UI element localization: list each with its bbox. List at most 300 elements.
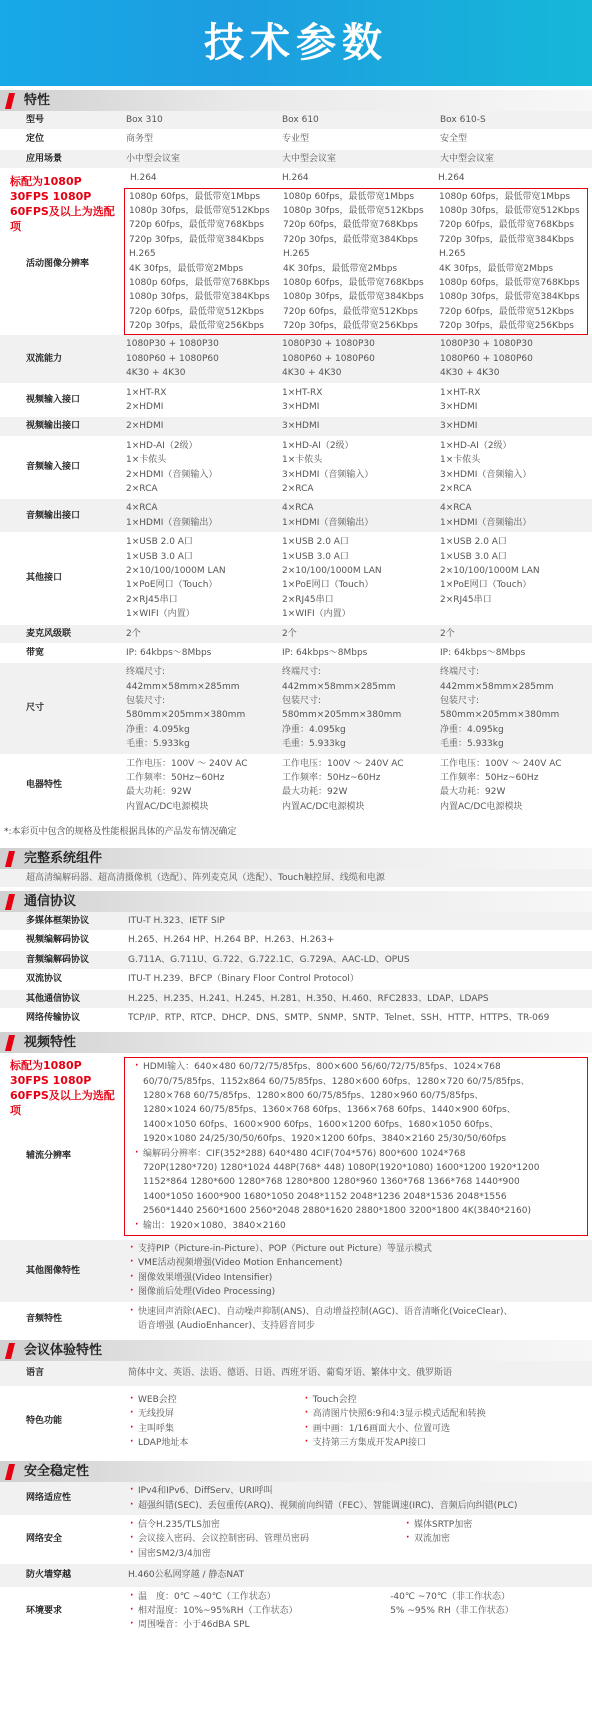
env-col-left (128, 1590, 390, 1633)
row-label: 定位 (26, 134, 45, 145)
aux-line: 1920×1080 24/25/30/50/60fps、1920×1200 60fps、3840×2160 25/30/50/60fps (143, 1134, 507, 1145)
net-security-row (0, 1516, 592, 1564)
spec-row (0, 335, 592, 383)
cell-line: 580mm×205mm×380mm (126, 710, 246, 721)
res-head-3: H.264 (438, 173, 465, 184)
aux-line: · HDMI输入：640×480 60/72/75/85fps、800×600 56/60/72/75/85fps、1024×768 (133, 1060, 581, 1074)
row-label: 网络传输协议 (26, 1012, 81, 1023)
resolution-label: 活动图像分辨率 (26, 258, 90, 269)
res-line: 1080p 60fps，最低带宽1Mbps (283, 191, 415, 202)
list-item: · 会议接入密码、会议控制密码、管理员密码 (128, 1532, 404, 1546)
aux-resolution-label: 辅流分辨率 (26, 1150, 72, 1161)
cell-line: 1080P60 + 1080P60 (440, 353, 533, 364)
res-col-1 (125, 189, 281, 335)
row-label: 音频输出接口 (26, 510, 81, 521)
aux-resolution-box (124, 1057, 588, 1236)
row-label: 双流协议 (26, 974, 63, 985)
row-label: 应用场景 (26, 153, 63, 164)
row-label: 防火墙穿越 (26, 1570, 72, 1581)
res-line: 1080p 30fps，最低带宽384Kbps (283, 292, 424, 303)
aux-line: 60/70/75/85fps、1152x864 60/75/85fps、1280×600 60fps、1280×720 60/75/85fps、 (143, 1076, 530, 1087)
cell-2 (280, 755, 436, 817)
cell-line: 2×HDMI (126, 402, 164, 413)
section-security (0, 1461, 592, 1482)
cell-line: 工作电压：100V ～ 240V AC (126, 758, 248, 769)
row-value: H.460公私网穿越 / 静态NAT (128, 1570, 245, 1581)
section-video (0, 1032, 592, 1053)
row-label: 视频输入接口 (26, 394, 81, 405)
cell-line: Box 310 (126, 115, 163, 125)
cell-line: 毛重：5.933kg (440, 739, 504, 750)
cell-2 (280, 130, 436, 148)
section-system (0, 848, 592, 869)
cell-line: 工作电压：100V ～ 240V AC (440, 758, 562, 769)
aux-line: · 输出：1920×1080、3840×2160 (133, 1219, 581, 1233)
res-line: 1080p 30fps，最低带宽512Kbps (129, 205, 270, 216)
security-col-right (404, 1518, 588, 1561)
row-label: 音频特性 (26, 1313, 63, 1324)
cell-line: 专业型 (282, 134, 310, 145)
cell-1 (124, 111, 280, 129)
cell-3 (436, 499, 592, 532)
cell-line: 内置AC/DC电源模块 (126, 801, 209, 812)
cell-line: 3×HDMI (282, 421, 320, 432)
cell-3 (436, 111, 592, 129)
firewall-row (0, 1564, 592, 1587)
feature-col-left (128, 1393, 303, 1451)
res-line: 1080p 30fps，最低带宽384Kbps (129, 292, 270, 303)
res-line: 720p 60fps，最低带宽512Kbps (283, 306, 418, 317)
aux-line: 1152*864 1280*600 1280*768 1280*800 1280*960 1360*768 1366*768 1440*900 (143, 1177, 520, 1188)
resolution-left (0, 169, 124, 335)
aux-line: 720P(1280*720) 1280*1024 448P(768* 448) 1080P(1920*1080) 1600*1200 1920*1200 (143, 1163, 540, 1174)
cell-1 (124, 437, 280, 499)
cell-line: 1×USB 2.0 A口 (126, 537, 193, 548)
list-item: · 高清图片快照6:9和4:3显示模式适配和转换 (303, 1407, 588, 1421)
resolution-head (124, 169, 592, 187)
res-line: 720p 60fps，最低带宽512Kbps (129, 306, 264, 317)
cell-line: 大中型会议室 (440, 153, 495, 164)
row-value: ITU-T H.239、BFCP（Binary Floor Control Protocol） (128, 974, 359, 985)
list-item: · 画中画：1/16画面大小、位置可选 (303, 1422, 588, 1436)
res-line: 720p 30fps，最低带宽256Kbps (283, 321, 418, 332)
cell-line: 工作频率：50Hz~60Hz (282, 773, 381, 784)
cell-line: 1×卡侬头 (126, 455, 167, 466)
cell-line: 2×10/100/1000M LAN (282, 565, 382, 576)
spec-row (0, 130, 592, 149)
list-item: · 主叫呼集 (128, 1422, 303, 1436)
standard-note: 标配为1080P 30FPS 1080P 60FPS及以上为选配项 (10, 175, 115, 233)
cell-line: 1×HDMI（音频输出） (282, 517, 374, 528)
banner-title: 技术参数 (204, 20, 388, 66)
cell-line: 3×HDMI（音频输入） (282, 469, 374, 480)
cell-1 (124, 499, 280, 532)
list-item: · WEB会控 (128, 1393, 303, 1407)
cell-line: 442mm×58mm×285mm (282, 681, 396, 692)
cell-line: 安全型 (440, 134, 468, 145)
res-line: 1080p 30fps，最低带宽512Kbps (439, 205, 580, 216)
cell-line: 3×HDMI (440, 421, 478, 432)
cell-3 (436, 755, 592, 817)
row-label: 其他图像特性 (26, 1265, 81, 1276)
row-label: 视频输出接口 (26, 421, 81, 432)
protocol-row (0, 1009, 592, 1028)
cell-line: 包装尺寸: (282, 696, 322, 707)
res-col-3 (437, 189, 587, 335)
aux-resolution-row (0, 1053, 592, 1236)
cell-line: 1×USB 3.0 A口 (282, 551, 349, 562)
cell-line: 工作电压：100V ～ 240V AC (282, 758, 404, 769)
list-item: · 国密SM2/3/4加密 (128, 1547, 404, 1561)
row-label: 特色功能 (26, 1416, 63, 1427)
section-title: 会议体验特性 (24, 1343, 103, 1359)
row-value (124, 1588, 592, 1635)
list-item: · LDAP地址本 (128, 1436, 303, 1450)
cell-line: 1080P30 + 1080P30 (126, 339, 219, 350)
cell-line: 1080P60 + 1080P60 (282, 353, 375, 364)
list-item: · 双流加密 (404, 1532, 588, 1546)
cell-2 (280, 625, 436, 643)
cell-1 (124, 335, 280, 382)
cell-2 (280, 111, 436, 129)
cell-3 (436, 150, 592, 168)
res-line: H.265 (439, 249, 466, 260)
row-value: H.225、H.235、H.241、H.245、H.281、H.350、H.460、RFC2833、LDAP、LDAPS (128, 993, 489, 1004)
cell-line: 1×USB 3.0 A口 (126, 551, 193, 562)
res-line: 1080p 60fps，最低带宽768Kbps (129, 277, 270, 288)
cell-line: 1080P60 + 1080P60 (126, 353, 219, 364)
cell-line: 净重：4.095kg (126, 724, 190, 735)
cell-line: Box 610 (282, 115, 319, 125)
spec-note: *:本彩页中包含的规格及性能根据具体的产品发布情况确定 (4, 827, 237, 838)
list-item: · 支持PIP（Picture-in-Picture）、POP（Picture out Picture）等显示模式 (128, 1242, 588, 1256)
cell-3 (436, 533, 592, 623)
list-item: 语音增强 (AudioEnhancer)、支持唇音同步 (138, 1320, 315, 1331)
row-value (124, 1303, 592, 1336)
res-line: 4K 30fps，最低带宽2Mbps (283, 263, 398, 274)
protocol-table (0, 912, 592, 1028)
cell-line: 2×10/100/1000M LAN (440, 565, 540, 576)
row-label: 多媒体框架协议 (26, 915, 90, 926)
cell-line: 4K30 + 4K30 (126, 368, 186, 379)
list-item: · VME活动视频增强(Video Motion Enhancement) (128, 1256, 588, 1270)
cell-line: 1080P30 + 1080P30 (440, 339, 533, 350)
list-item: · 快速回声消除(AEC)、自动噪声抑制(ANS)、自动增益控制(AGC)、语音清晰化(VoiceClear)、 (128, 1305, 588, 1319)
cell-1 (124, 417, 280, 435)
section-title: 视频特性 (24, 1035, 77, 1051)
language-row (0, 1361, 592, 1386)
cell-line: 3×HDMI (282, 402, 320, 413)
list-item: · 温 度：0℃ ~40℃（工作状态） (128, 1590, 390, 1604)
cell-line: 4K30 + 4K30 (440, 368, 500, 379)
cell-line: 2×10/100/1000M LAN (126, 565, 226, 576)
cell-line: 1×PoE网口（Touch） (440, 580, 532, 591)
res-line: 1080p 60fps，最低带宽768Kbps (439, 277, 580, 288)
cell-line: 1×HDMI（音频输出） (126, 517, 218, 528)
features-table-bottom (0, 335, 592, 817)
cell-line: 终端尺寸: (282, 667, 322, 678)
banner (0, 0, 592, 86)
cell-line: 包装尺寸: (440, 696, 480, 707)
row-value (124, 1482, 592, 1515)
cell-line: 3×HDMI（音频输入） (440, 469, 532, 480)
cell-line: 2×RJ45串口 (440, 594, 492, 605)
cell-line: 1×HT-RX (440, 387, 481, 398)
cell-line: 1×HD-AI（2级） (282, 440, 354, 451)
protocol-row (0, 970, 592, 989)
spec-row (0, 150, 592, 169)
cell-2 (280, 644, 436, 662)
cell-line: 1×HD-AI（2级） (440, 440, 512, 451)
row-value (124, 1516, 592, 1563)
res-head-1: H.264 (130, 173, 157, 184)
cell-line: 毛重：5.933kg (126, 739, 190, 750)
row-label: 麦克风级联 (26, 628, 72, 639)
row-label: 带宽 (26, 647, 45, 658)
row-label: 视频编解码协议 (26, 935, 90, 946)
cell-line: 1×卡侬头 (440, 455, 481, 466)
section-marker (5, 1343, 15, 1359)
list-item: · Touch会控 (303, 1393, 588, 1407)
env-col-right (390, 1590, 588, 1633)
cell-line: 内置AC/DC电源模块 (282, 801, 365, 812)
cell-line: 442mm×58mm×285mm (126, 681, 240, 692)
cell-1 (124, 150, 280, 168)
aux-line: 1400×1050 60fps、1600×900 60fps、1600×1200 60fps、1680×1050 60fps、 (143, 1119, 499, 1130)
cell-1 (124, 533, 280, 623)
spec-row (0, 384, 592, 418)
row-label: 音频输入接口 (26, 462, 81, 473)
section-marker (5, 1464, 15, 1480)
cell-1 (124, 384, 280, 417)
spec-row (0, 755, 592, 818)
cell-line: 1×USB 2.0 A口 (440, 537, 507, 548)
row-value (124, 1240, 592, 1302)
cell-line: 2个 (440, 628, 455, 639)
res-line: 1080p 30fps，最低带宽512Kbps (283, 205, 424, 216)
section-marker (5, 894, 15, 910)
section-title: 完整系统组件 (24, 850, 103, 866)
network-row (0, 1482, 592, 1516)
cell-line: 1080P30 + 1080P30 (282, 339, 375, 350)
row-label: 尺寸 (26, 703, 45, 714)
aux-resolution-left (0, 1053, 124, 1236)
res-line: 4K 30fps，最低带宽2Mbps (129, 263, 244, 274)
cell-line: 1×HT-RX (126, 387, 167, 398)
cell-line: 2×RJ45串口 (126, 594, 178, 605)
cell-line: 1×HT-RX (282, 387, 323, 398)
cell-line: 442mm×58mm×285mm (440, 681, 554, 692)
cell-line: 4×RCA (282, 503, 314, 514)
row-label: 电器特性 (26, 780, 63, 791)
res-line: H.265 (283, 249, 310, 260)
row-value: ITU-T H.323、IETF SIP (128, 915, 225, 926)
cell-line: 1×卡侬头 (282, 455, 323, 466)
list-item: · 支持第三方集成开发API接口 (303, 1436, 588, 1450)
list-item: · 超强纠错(SEC)、丢包重传(ARQ)、视频前向纠错（FEC）、智能调速(IRC)、音频后向纠错(PLC) (128, 1499, 588, 1513)
row-label: 网络适应性 (26, 1493, 72, 1504)
cell-3 (436, 384, 592, 417)
cell-line: 1×PoE网口（Touch） (126, 580, 218, 591)
cell-3 (436, 335, 592, 382)
cell-line: 580mm×205mm×380mm (282, 710, 402, 721)
cell-line: IP: 64kbps～8Mbps (126, 647, 212, 658)
cell-line: 2×RJ45串口 (282, 594, 334, 605)
res-head-2: H.264 (282, 173, 309, 184)
cell-1 (124, 625, 280, 643)
row-value: TCP/IP、RTP、RTCP、DHCP、DNS、SMTP、SNMP、SNTP、Telnet、SSH、HTTP、HTTPS、TR-069 (128, 1012, 550, 1023)
row-label: 型号 (26, 115, 45, 125)
section-marker (5, 93, 15, 109)
spec-row (0, 625, 592, 644)
audio-row (0, 1303, 592, 1337)
cell-line: 1×PoE网口（Touch） (282, 580, 374, 591)
features-table-top (0, 111, 592, 169)
resolution-row (0, 169, 592, 335)
res-line: 1080p 60fps，最低带宽1Mbps (129, 191, 261, 202)
cell-line: 4K30 + 4K30 (282, 368, 342, 379)
res-line: 720p 60fps，最低带宽512Kbps (439, 306, 574, 317)
protocol-row (0, 951, 592, 970)
list-item: · IPv4和IPv6、DiffServ、URI呼叫 (128, 1484, 588, 1498)
cell-line: 最大功耗：92W (126, 787, 192, 798)
system-components: 超高清编解码器、超高清摄像机（选配）、阵列麦克风（选配）、Touch触控屏、线缆和电源 (0, 869, 592, 887)
cell-line: 2×RCA (126, 483, 158, 494)
row-label: 环境要求 (26, 1606, 63, 1617)
cell-2 (280, 417, 436, 435)
res-line: 720p 30fps，最低带宽384Kbps (283, 234, 418, 245)
cell-1 (124, 130, 280, 148)
spec-row (0, 644, 592, 663)
cell-line: Box 610-S (440, 115, 486, 125)
aux-line: 1280×768 60/75/85fps、1280×800 60/75/85fps、1280×960 60/75/85fps、 (143, 1091, 484, 1102)
section-meeting (0, 1340, 592, 1361)
cell-2 (280, 533, 436, 623)
res-line: 720p 60fps，最低带宽768Kbps (439, 220, 574, 231)
cell-line: 毛重：5.933kg (282, 739, 346, 750)
cell-2 (280, 437, 436, 499)
cell-line: 2×HDMI（音频输入） (126, 469, 218, 480)
res-col-2 (281, 189, 437, 335)
cell-line: 1×WIFI（内置） (126, 609, 195, 620)
list-item: · 图像前后处理(Video Processing) (128, 1285, 588, 1299)
list-item: -40℃ ~70℃（非工作状态） (390, 1591, 510, 1602)
cell-1 (124, 755, 280, 817)
cell-line: 净重：4.095kg (282, 724, 346, 735)
cell-line: 净重：4.095kg (440, 724, 504, 735)
aux-line: · 编解码分辨率：CIF(352*288) 640*480 4CIF(704*576) 800*600 1024*768 (133, 1147, 581, 1161)
spec-row (0, 499, 592, 533)
cell-line: 2×RCA (282, 483, 314, 494)
cell-3 (436, 130, 592, 148)
res-line: 1080p 30fps，最低带宽384Kbps (439, 292, 580, 303)
row-label: 其他通信协议 (26, 993, 81, 1004)
cell-line: IP: 64kbps～8Mbps (440, 647, 526, 658)
res-line: 720p 30fps，最低带宽256Kbps (129, 321, 264, 332)
cell-2 (280, 335, 436, 382)
list-item: · 相对湿度：10%~95%RH（工作状态） (128, 1604, 390, 1618)
row-label: 网络安全 (26, 1534, 63, 1545)
row-value (124, 1387, 592, 1457)
res-line: 720p 60fps，最低带宽768Kbps (129, 220, 264, 231)
section-marker (5, 1035, 15, 1051)
section-title: 通信协议 (24, 893, 77, 909)
cell-line: 终端尺寸: (440, 667, 480, 678)
cell-line: 工作频率：50Hz~60Hz (440, 773, 539, 784)
res-line: 1080p 60fps，最低带宽1Mbps (439, 191, 571, 202)
cell-2 (280, 499, 436, 532)
aux-line: 1400*1050 1600*900 1680*1050 2048*1152 2048*1236 2048*1536 2048*1556 (143, 1191, 507, 1202)
row-value: 简体中文、英语、法语、德语、日语、西班牙语、葡萄牙语、繁体中文、俄罗斯语 (128, 1368, 453, 1379)
cell-line: 4×RCA (126, 503, 158, 514)
list-item: 5% ~95% RH（非工作状态） (390, 1606, 514, 1617)
cell-line: 工作频率：50Hz~60Hz (126, 773, 225, 784)
cell-line: 580mm×205mm×380mm (440, 710, 560, 721)
cell-line: 1×WIFI（内置） (282, 609, 351, 620)
section-protocol (0, 891, 592, 912)
row-label: 其他接口 (26, 573, 63, 584)
resolution-box (124, 188, 588, 336)
cell-line: 1×HDMI（音频输出） (440, 517, 532, 528)
feature-function-row (0, 1387, 592, 1458)
cell-line: 终端尺寸: (126, 667, 166, 678)
row-label: 双流能力 (26, 353, 63, 364)
res-line: 4K 30fps，最低带宽2Mbps (439, 263, 554, 274)
cell-3 (436, 437, 592, 499)
list-item: · 无线投屏 (128, 1407, 303, 1421)
cell-line: 大中型会议室 (282, 153, 337, 164)
cell-line: 1×HD-AI（2级） (126, 440, 198, 451)
section-title: 安全稳定性 (24, 1464, 90, 1480)
cell-2 (280, 663, 436, 753)
cell-line: 最大功耗：92W (282, 787, 348, 798)
cell-line: 2个 (282, 628, 297, 639)
cell-line: 最大功耗：92W (440, 787, 506, 798)
res-line: H.265 (129, 249, 156, 260)
row-label: 语言 (26, 1368, 45, 1379)
list-item: · 周围噪音：小于46dBA SPL (128, 1618, 390, 1632)
cell-3 (436, 625, 592, 643)
list-item: · 媒体SRTP加密 (404, 1518, 588, 1532)
protocol-row (0, 931, 592, 950)
res-line: 720p 30fps，最低带宽384Kbps (439, 234, 574, 245)
aux-line: 2560*1440 2560*1600 2560*2048 2880*1620 2880*1800 3200*1800 4K(3840*2160) (143, 1206, 531, 1217)
cell-line: IP: 64kbps～8Mbps (282, 647, 368, 658)
cell-3 (436, 417, 592, 435)
spec-row (0, 417, 592, 436)
cell-line: 包装尺寸: (126, 696, 166, 707)
section-marker (5, 851, 15, 867)
cell-line: 1×USB 3.0 A口 (440, 551, 507, 562)
row-value: G.711A、G.711U、G.722、G.722.1C、G.729A、AAC-LD、OPUS (128, 954, 410, 965)
cell-1 (124, 644, 280, 662)
other-image-row (0, 1240, 592, 1303)
cell-line: 4×RCA (440, 503, 472, 514)
section-title: 特性 (24, 93, 51, 108)
cell-3 (436, 663, 592, 753)
standard-note: 标配为1080P 30FPS 1080P 60FPS及以上为选配项 (10, 1059, 115, 1117)
cell-2 (280, 384, 436, 417)
cell-line: 2个 (126, 628, 141, 639)
cell-2 (280, 150, 436, 168)
protocol-row (0, 912, 592, 931)
environment-row (0, 1588, 592, 1636)
section-features (0, 90, 592, 111)
cell-line: 商务型 (126, 134, 154, 145)
res-line: 720p 60fps，最低带宽768Kbps (283, 220, 418, 231)
cell-line: 2×RCA (440, 483, 472, 494)
aux-line: 1280×1024 60/75/85fps、1360×768 60fps、1366×768 60fps、1440×900 60fps、 (143, 1105, 516, 1116)
